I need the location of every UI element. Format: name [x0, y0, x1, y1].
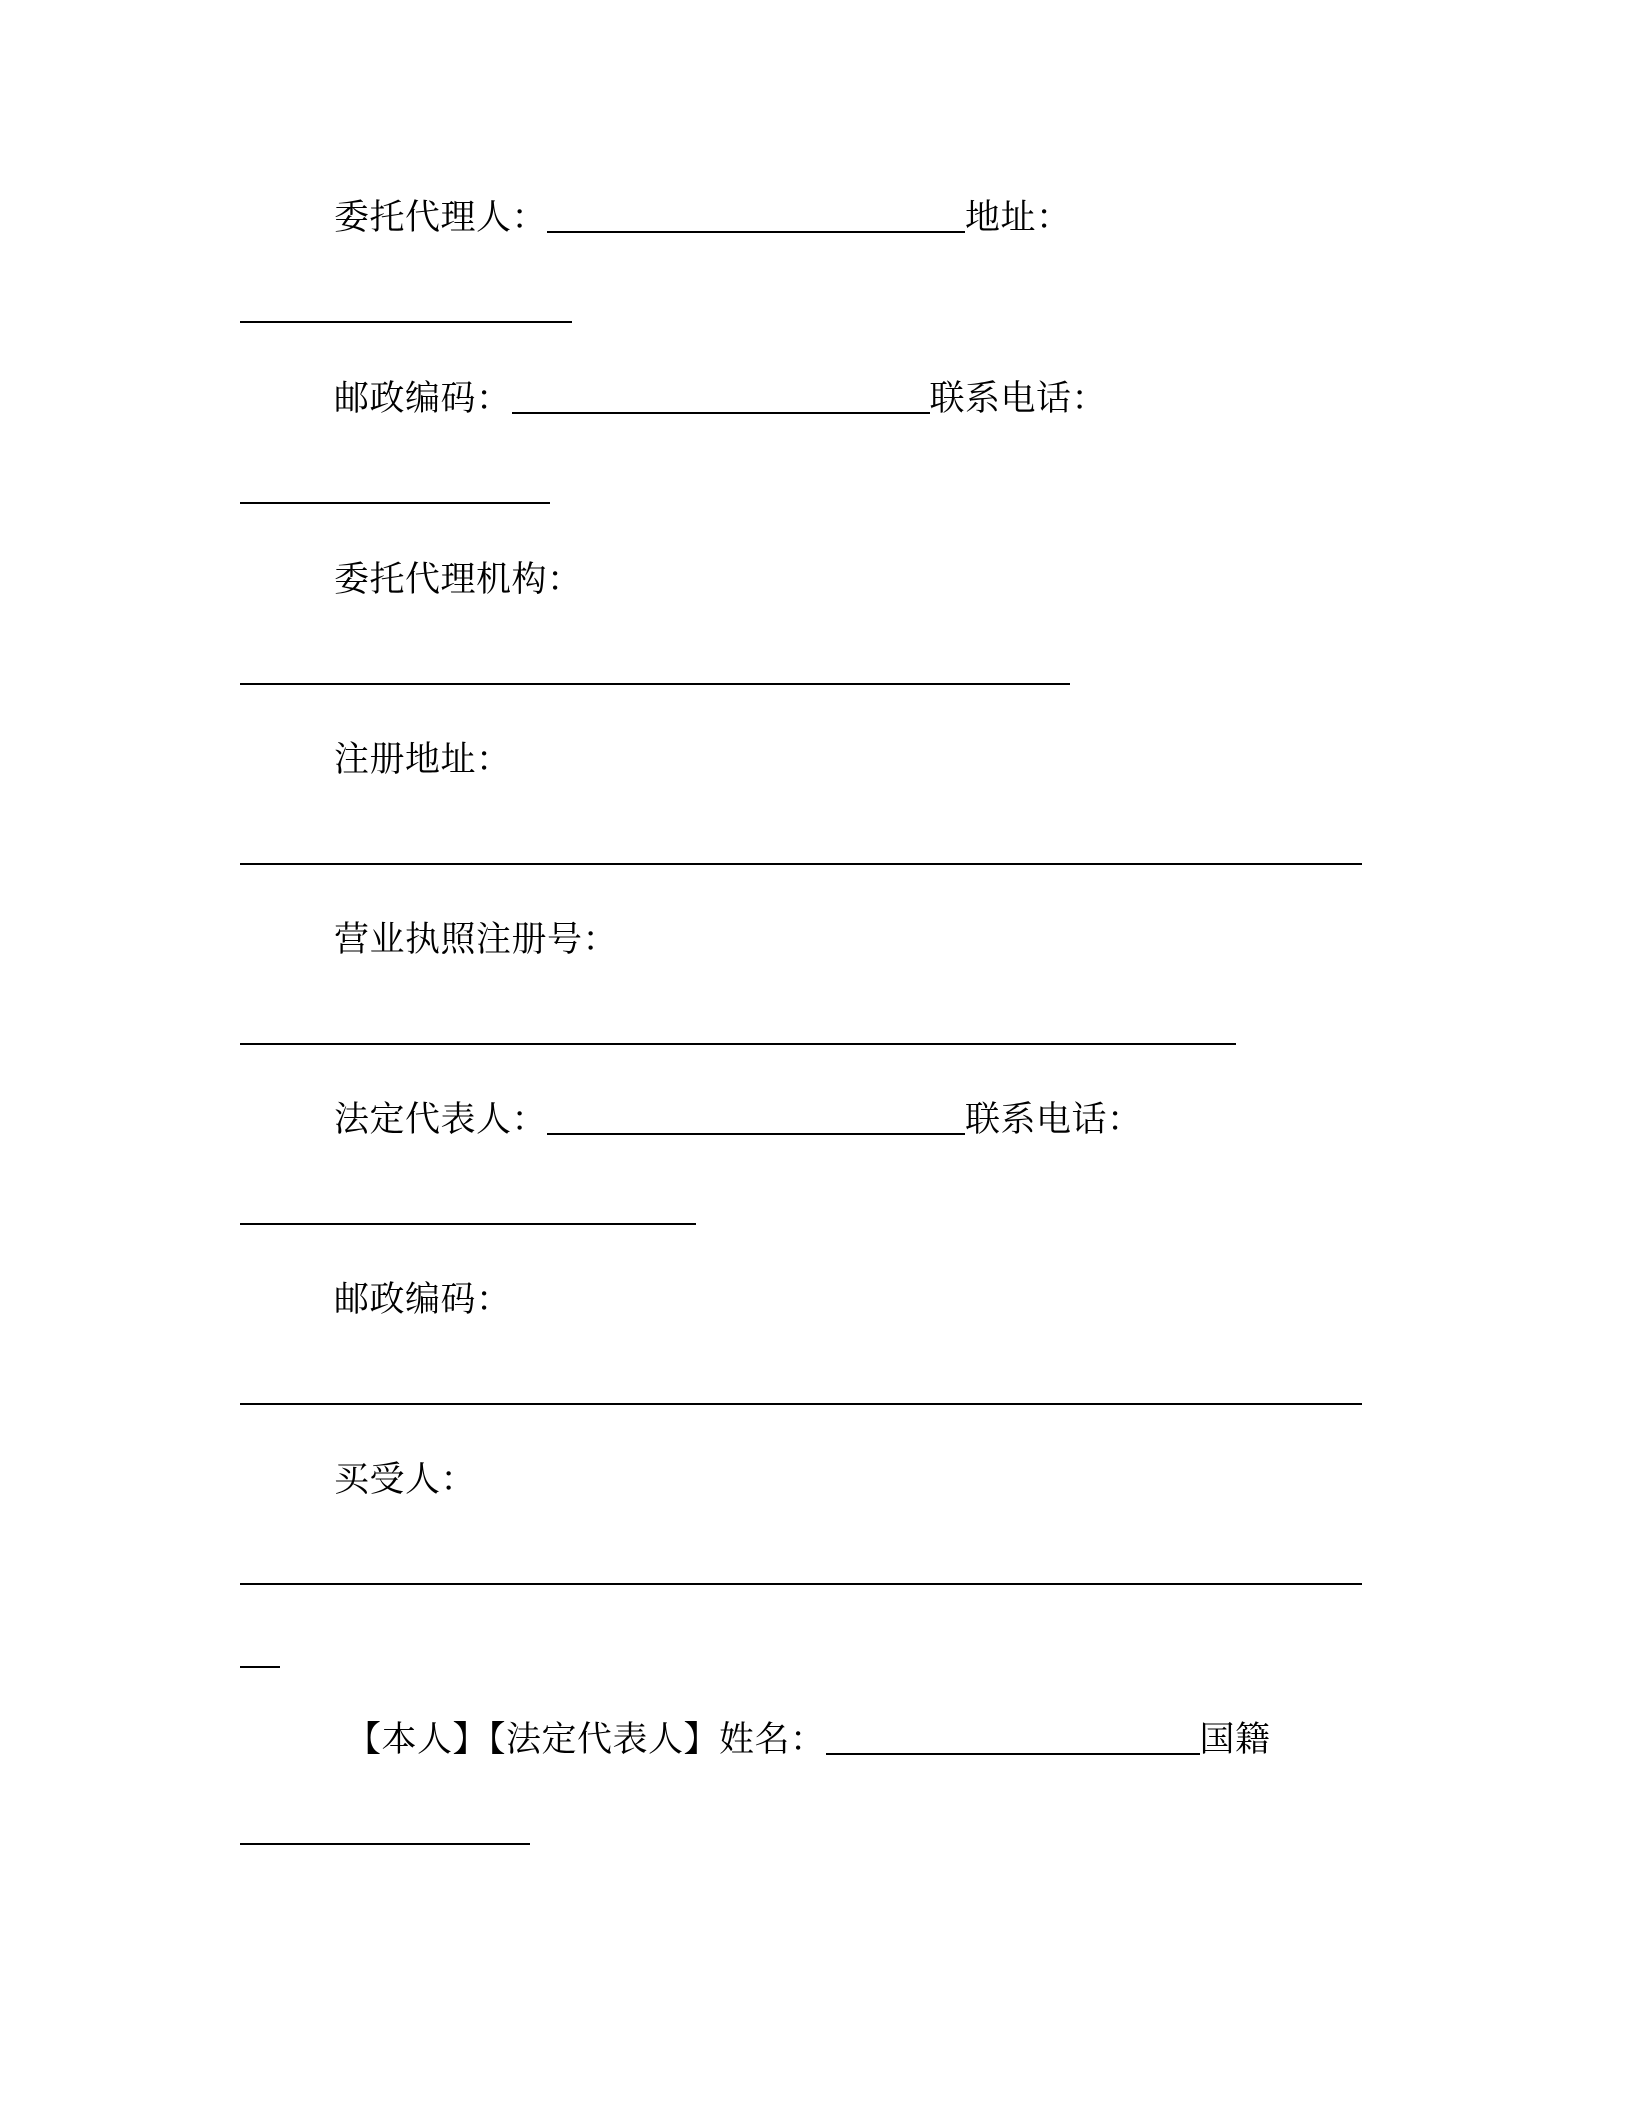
- registered-address-row: [334, 738, 512, 782]
- license-no-row: [334, 918, 618, 962]
- buyer-identity-label: 【本人】【法定代表人】姓名：: [346, 1720, 826, 1760]
- postcode-label: 邮政编码：: [334, 1280, 512, 1320]
- agent-phone-line-row: [240, 467, 550, 511]
- buyer-row: [334, 1458, 476, 1502]
- nationality-line-row: [240, 1808, 530, 1852]
- agent-row: [334, 196, 1072, 240]
- nationality-blank[interactable]: [240, 1843, 530, 1845]
- agent-postcode-label: 邮政编码：: [334, 379, 512, 419]
- buyer-line-continuation-row: [240, 1631, 280, 1675]
- agent-address-label: 地址：: [965, 198, 1072, 238]
- postcode-line-row: [240, 1368, 1362, 1412]
- legal-rep-row: [334, 1098, 1143, 1142]
- nationality-label: 国籍: [1199, 1720, 1271, 1760]
- buyer-name-blank[interactable]: [826, 1753, 1200, 1755]
- postcode-row: [334, 1278, 512, 1322]
- registered-address-label: 注册地址：: [334, 740, 512, 780]
- agent-blank[interactable]: [547, 231, 965, 233]
- license-no-line-row: [240, 1008, 1236, 1052]
- agent-phone-blank[interactable]: [240, 502, 550, 504]
- agent-phone-label: 联系电话：: [929, 379, 1108, 419]
- agency-label: 委托代理机构：: [334, 560, 583, 600]
- license-no-label: 营业执照注册号：: [334, 920, 619, 960]
- postcode-blank[interactable]: [240, 1403, 1362, 1405]
- agent-address-line-row: [240, 286, 572, 330]
- license-no-blank[interactable]: [240, 1043, 1236, 1045]
- agent-postcode-row: [334, 377, 1107, 421]
- agency-row: [334, 558, 583, 602]
- legal-rep-phone-blank[interactable]: [240, 1223, 696, 1225]
- legal-rep-phone-label: 联系电话：: [965, 1100, 1143, 1140]
- agent-address-blank[interactable]: [240, 321, 572, 323]
- agent-label: 委托代理人：: [334, 198, 548, 238]
- legal-rep-blank[interactable]: [547, 1133, 965, 1135]
- buyer-label: 买受人：: [334, 1460, 477, 1500]
- buyer-line-row: [240, 1548, 1362, 1592]
- legal-rep-label: 法定代表人：: [334, 1100, 548, 1140]
- agency-blank[interactable]: [240, 683, 1070, 685]
- legal-rep-phone-line-row: [240, 1188, 696, 1232]
- registered-address-line-row: [240, 828, 1362, 872]
- registered-address-blank[interactable]: [240, 863, 1362, 865]
- agent-postcode-blank[interactable]: [512, 412, 930, 414]
- buyer-blank[interactable]: [240, 1583, 1362, 1585]
- agency-line-row: [240, 648, 1070, 692]
- buyer-identity-row: [346, 1718, 1271, 1762]
- buyer-blank-continuation[interactable]: [240, 1666, 280, 1668]
